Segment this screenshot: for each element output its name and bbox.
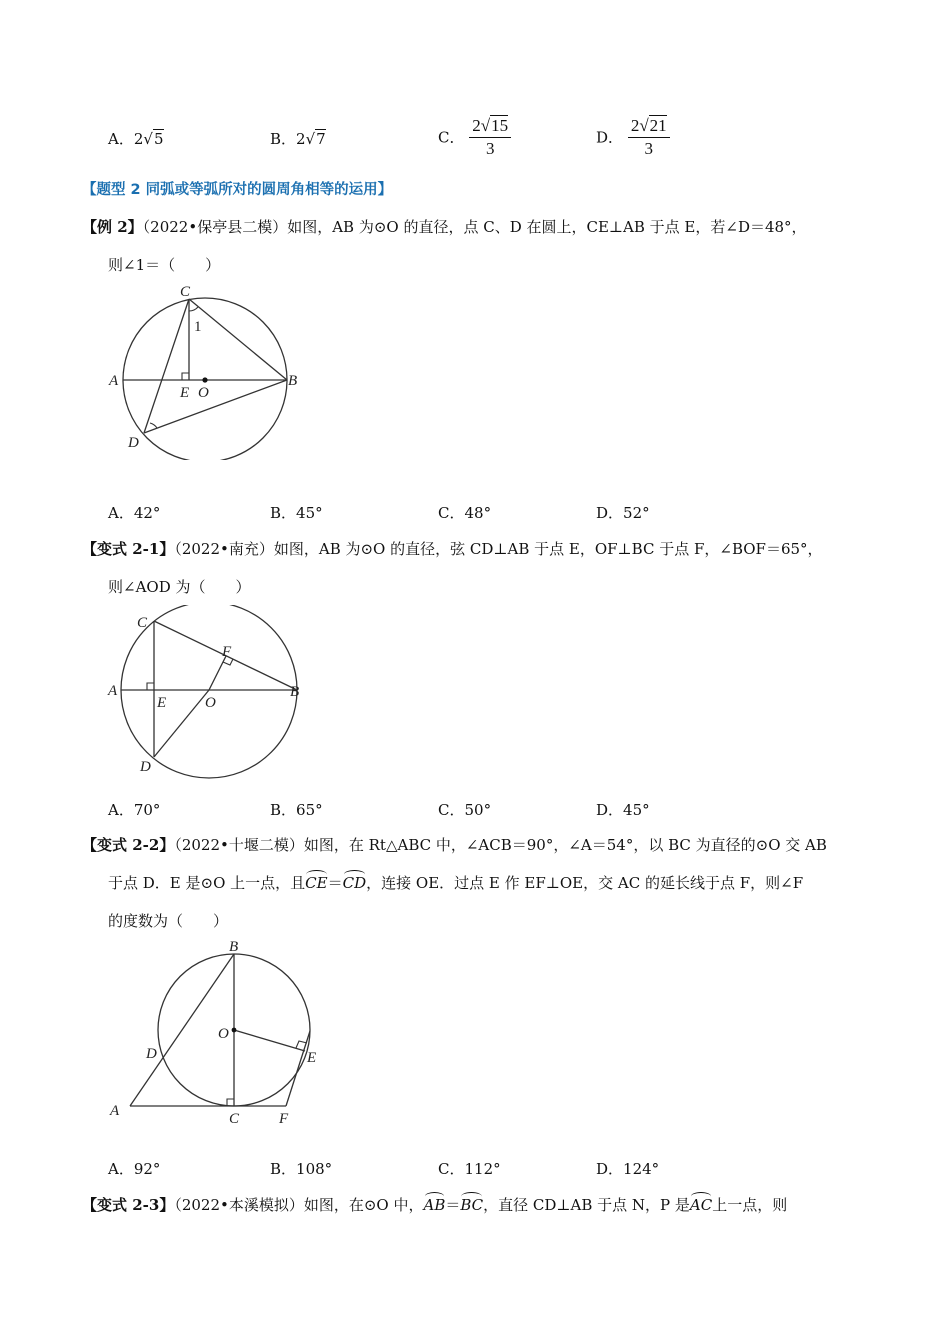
angle-1-arc	[189, 307, 198, 311]
equals: ＝	[327, 874, 343, 892]
v22-option-b[interactable]: B．108°	[270, 1160, 333, 1178]
center-dot	[202, 377, 207, 382]
option-b-prev[interactable]: B．2√7	[270, 130, 326, 148]
option-a-prev[interactable]: A．2√5	[108, 130, 164, 148]
radicand: 7	[316, 130, 326, 148]
label-a: A	[109, 373, 119, 389]
label-f: F	[222, 644, 232, 660]
v21-option-c[interactable]: C．50°	[438, 801, 492, 819]
v22-option-c[interactable]: C．112°	[438, 1160, 501, 1178]
label-a: A	[110, 1103, 120, 1119]
ex2-option-a[interactable]: A．42°	[108, 504, 161, 522]
v23-text-b: ，直径 CD⊥AB 于点 N，P 是	[483, 1196, 690, 1214]
radicand: 21	[649, 116, 667, 135]
v22-line3: 的度数为（ ）	[108, 912, 229, 930]
segment-of	[209, 656, 226, 690]
option-label: D．	[596, 128, 624, 147]
fraction: $\frac{2√15}{3}$	[469, 116, 511, 158]
circle-o	[121, 605, 300, 778]
label-angle-1: 1	[194, 319, 202, 335]
label-o: O	[205, 695, 216, 711]
section-heading: 【题型 2 同弧或等弧所对的圆周角相等的运用】	[82, 182, 393, 198]
v22-text-a: 于点 D．E 是⊙O 上一点，且	[108, 874, 306, 892]
label-c: C	[180, 284, 191, 300]
label-b: B	[290, 684, 300, 700]
denominator: 3	[644, 138, 653, 158]
v21-option-d[interactable]: D．45°	[596, 801, 650, 819]
label-d: D	[128, 435, 139, 451]
label-b: B	[229, 939, 239, 955]
ex2-option-b[interactable]: B．45°	[270, 504, 323, 522]
v22-figure	[100, 938, 330, 1133]
label-a: A	[108, 683, 118, 699]
label-e: E	[307, 1050, 317, 1066]
v22-text: 如图，在 Rt△ABC 中，∠ACB＝90°，∠A＝54°，以 BC 为直径的⊙O 交 AB	[303, 836, 827, 854]
v22-line2	[108, 872, 803, 893]
ex2-line2: 则∠1＝（ ）	[108, 256, 221, 274]
v21-figure	[100, 605, 320, 785]
coef: 2	[630, 116, 640, 135]
coef: 2	[296, 130, 306, 148]
denominator: 3	[485, 138, 495, 158]
arc-ac: AC	[689, 1196, 713, 1214]
v22-source: （2022•十堰二模）	[174, 836, 304, 854]
option-d-prev[interactable]	[596, 116, 670, 158]
ex2-option-d[interactable]: D．52°	[596, 504, 650, 522]
v22-option-a[interactable]: A．92°	[108, 1160, 161, 1178]
chord-cb	[189, 299, 287, 380]
label-f: F	[279, 1111, 289, 1127]
ex2-figure	[100, 275, 320, 460]
ex2-option-c[interactable]: C．48°	[438, 504, 492, 522]
right-angle-c	[227, 1099, 234, 1106]
fraction: $\frac{2√21}{3}$	[628, 116, 670, 158]
v23-text-a: 如图，在⊙O 中，	[303, 1196, 424, 1214]
v21-source: （2022•南充）	[174, 540, 274, 558]
v22-tag: 【变式 2-2】	[82, 836, 175, 854]
label-o: O	[218, 1026, 229, 1042]
option-label: A．	[108, 130, 134, 148]
v21-tag: 【变式 2-1】	[82, 540, 175, 558]
radicand: 15	[491, 116, 509, 135]
v21-line2: 则∠AOD 为（ ）	[108, 578, 251, 596]
v23-line1	[82, 1194, 787, 1215]
option-label: B．	[270, 130, 297, 148]
v23-text-c: 上一点，则	[712, 1196, 788, 1214]
equals: ＝	[445, 1196, 461, 1214]
label-d: D	[146, 1046, 157, 1062]
angle-d-arc	[150, 423, 157, 428]
center-dot	[232, 1028, 237, 1033]
label-e: E	[157, 695, 167, 711]
arc-ce: CE	[305, 874, 328, 892]
label-b: B	[288, 373, 298, 389]
v22-option-d[interactable]: D．124°	[596, 1160, 660, 1178]
v22-line1	[82, 834, 827, 855]
v21-line1	[82, 538, 823, 559]
segment-oe	[234, 1030, 305, 1051]
arc-bc: BC	[460, 1196, 484, 1214]
label-o: O	[198, 385, 209, 401]
coef: 2	[133, 130, 144, 148]
ex2-tag: 【例 2】	[82, 218, 143, 236]
label-d: D	[140, 759, 151, 775]
radicand: 5	[153, 130, 164, 148]
ex2-line1	[82, 216, 807, 237]
ex2-source: （2022•保亭县二模）	[142, 218, 288, 236]
coef: 2	[472, 116, 481, 135]
label-c: C	[229, 1111, 240, 1127]
option-label: C．	[438, 128, 465, 147]
right-angle-e	[147, 683, 154, 690]
right-angle-mark	[182, 373, 189, 380]
chord-db	[144, 380, 287, 433]
v21-option-b[interactable]: B．65°	[270, 801, 323, 819]
v23-tag: 【变式 2-3】	[82, 1196, 175, 1214]
arc-ab: AB	[423, 1196, 446, 1214]
v21-option-a[interactable]: A．70°	[108, 801, 161, 819]
v21-text: 如图，AB 为⊙O 的直径，弦 CD⊥AB 于点 E，OF⊥BC 于点 F，∠BOF＝65°，	[273, 540, 823, 558]
label-e: E	[180, 385, 190, 401]
ex2-text: 如图，AB 为⊙O 的直径，点 C、D 在圆上，CE⊥AB 于点 E，若∠D＝48°，	[287, 218, 807, 236]
v23-source: （2022•本溪模拟）	[174, 1196, 304, 1214]
label-c: C	[137, 615, 148, 631]
arc-cd: CD	[342, 874, 367, 892]
v22-text-b: ，连接 OE．过点 E 作 EF⊥OE，交 AC 的延长线于点 F，则∠F	[366, 874, 804, 892]
option-c-prev[interactable]	[438, 116, 511, 158]
